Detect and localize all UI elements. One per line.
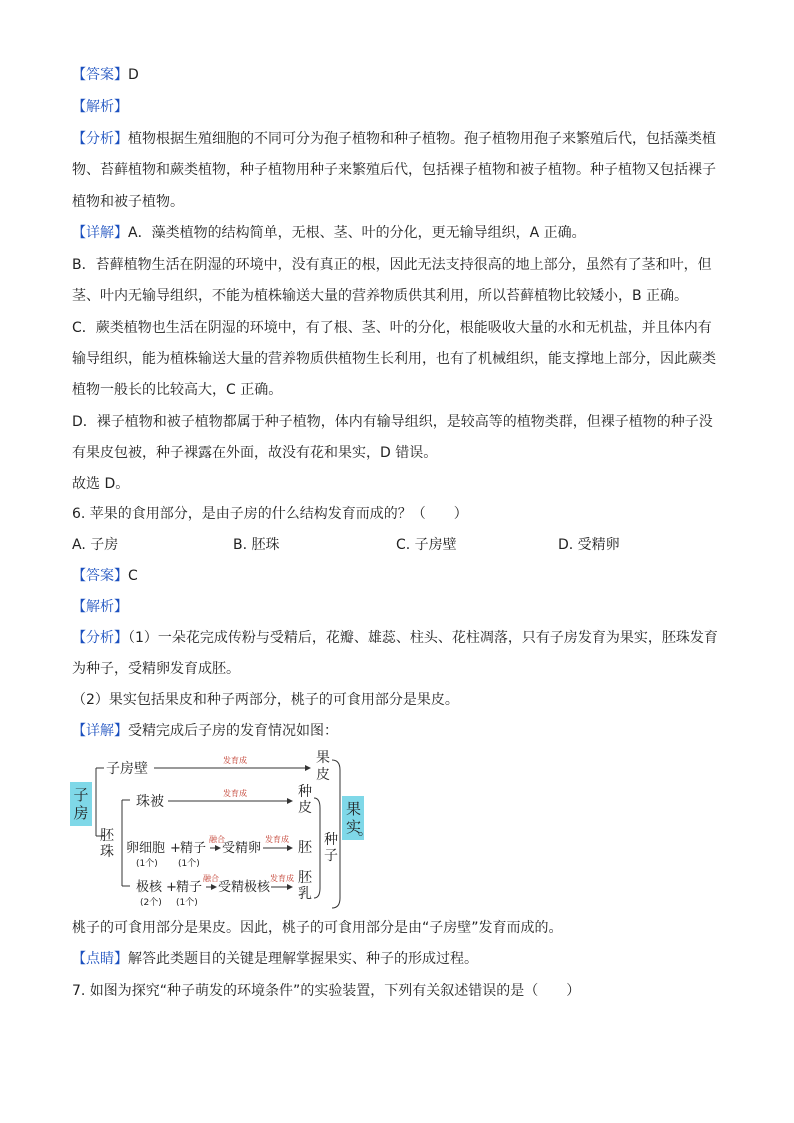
fuse-label-1: 融合 [209,835,225,844]
endosperm-label-2: 乳 [298,886,312,902]
answer-tag: 【答案】 [72,67,128,83]
option-c[interactable]: C. 子房壁 [396,537,457,553]
paragraph-line: 植物一般长的比较高大，C 正确。 [72,382,283,398]
paragraph-line: 物、苔藓植物和蕨类植物，种子植物用种子来繁殖后代，包括裸子植物和被子植物。种子植物又包括裸子 [72,162,716,178]
fruit-label-2: 实 [346,818,362,836]
analysis-tag: 【解析】 [72,99,128,115]
seed-label: 种 [324,832,338,848]
ovule-label: 胚 [100,828,114,844]
polar-count: (2个) [140,898,162,908]
option-d[interactable]: D. 受精卵 [558,537,620,553]
paragraph-line: 茎、叶内无输导组织，不能为植株输送大量的营养物质供其利用，所以苔藓植物比较矮小，B 正确。 [72,288,689,304]
paragraph-line: 为种子，受精卵发育成胚。 [72,661,240,677]
analysis-tag: 【解析】 [72,599,128,615]
paragraph-line: D．裸子植物和被子植物都属于种子植物，体内有输导组织，是较高等的植物类群，但裸子植物的种子没 [72,414,713,430]
paragraph-line [72,129,716,149]
fertilized-polar-label: 受精极核 [218,880,271,895]
analysis-tag: 【分析】 [72,630,128,646]
detail-tag: 【详解】 [72,225,128,241]
arrow-label-develop-2: 发育成 [223,789,247,798]
sperm-count: (1个) [178,859,200,869]
diagram-period: 。 [358,823,372,839]
plus-2: + [166,880,177,895]
analysis-heading [72,597,128,617]
integument-label: 珠被 [136,794,164,810]
text-span: 受精完成后子房的发育情况如图： [128,723,338,739]
zygote-label: 受精卵 [222,841,262,856]
answer-line [72,65,139,85]
paragraph-line: B．苔藓植物生活在阴湿的环境中，没有真正的根，因此无法支持很高的地上部分，虽然有了茎和叶，但 [72,257,712,273]
paragraph-line: 植物和被子植物。 [72,194,184,210]
detail-tag: 【详解】 [72,723,128,739]
arrow-label-develop-4: 发育成 [270,874,294,883]
embryo-label: 胚 [298,840,312,856]
analysis-tag: 【分析】 [72,131,128,147]
seedcoat-label-2: 皮 [298,800,312,816]
answer-line [72,566,138,586]
sperm2-label: 精子 [176,880,203,895]
sperm2-count: (1个) [176,898,198,908]
endosperm-label: 胚 [298,870,312,886]
paragraph-line: （2）果实包括果皮和种子两部分，桃子的可食用部分是果皮。 [72,692,459,708]
paragraph-line: C．蕨类植物也生活在阴湿的环境中，有了根、茎、叶的分化，根能吸收大量的水和无机盐，并且体内有 [72,320,712,336]
paragraph-line [72,721,338,741]
paragraph-line [72,223,586,243]
text-span: 植物根据生殖细胞的不同可分为孢子植物和种子植物。孢子植物用孢子来繁殖后代，包括藻类植 [128,131,716,147]
ovule-label-2: 珠 [100,844,114,860]
arrow-label-develop-1: 发育成 [223,756,247,765]
answer-text: C [128,568,138,584]
fruit-label: 果 [346,800,362,818]
paragraph-line [72,628,718,648]
paragraph-line: 桃子的可食用部分是果皮。因此，桃子的可食用部分是由“子房壁”发育而成的。 [72,920,563,936]
question-6: 6. 苹果的食用部分，是由子房的什么结构发育而成的？（ ） [72,506,468,522]
ovary-development-diagram [70,748,370,918]
answer-text: D [128,67,139,83]
text-span: （1）一朵花完成传粉与受精后，花瓣、雄蕊、柱头、花柱凋落，只有子房发育为果实，胚珠发育 [128,630,718,646]
sperm-label: 精子 [180,841,207,856]
egg-label: 卵细胞 [126,841,166,856]
pericarp-label: 果 [316,750,330,766]
fuse-label-2: 融合 [203,874,219,883]
egg-count: (1个) [136,859,158,869]
polar-label: 极核 [136,880,163,895]
option-b[interactable]: B. 胚珠 [233,537,280,553]
paragraph-line: 输导组织，能为植株输送大量的营养物质供植物生长利用，也有了机械组织，能支撑地上部分，因此蕨类 [72,351,716,367]
ovary-label-1: 子房 [73,786,89,822]
paragraph-line: 故选 D。 [72,476,130,492]
text-span: 解答此类题目的关键是理解掌握果实、种子的形成过程。 [128,951,478,967]
text-span: A．藻类植物的结构简单，无根、茎、叶的分化，更无输导组织，A 正确。 [128,225,586,241]
ovary-wall-label: 子房壁 [106,761,148,777]
question-7: 7. 如图为探究“种子萌发的环境条件”的实验装置，下列有关叙述错误的是（ ） [72,983,581,999]
analysis-heading [72,97,128,117]
seedcoat-label: 种 [298,784,312,800]
tip-tag: 【点睛】 [72,951,128,967]
seed-label-2: 子 [324,848,338,864]
pericarp-label-2: 皮 [316,767,330,783]
paragraph-line: 有果皮包被，种子裸露在外面，故没有花和果实，D 错误。 [72,445,438,461]
arrow-label-develop-3: 发育成 [265,835,289,844]
option-a[interactable]: A. 子房 [72,537,119,553]
answer-tag: 【答案】 [72,568,128,584]
paragraph-line [72,949,478,969]
plus-1: + [170,841,181,856]
